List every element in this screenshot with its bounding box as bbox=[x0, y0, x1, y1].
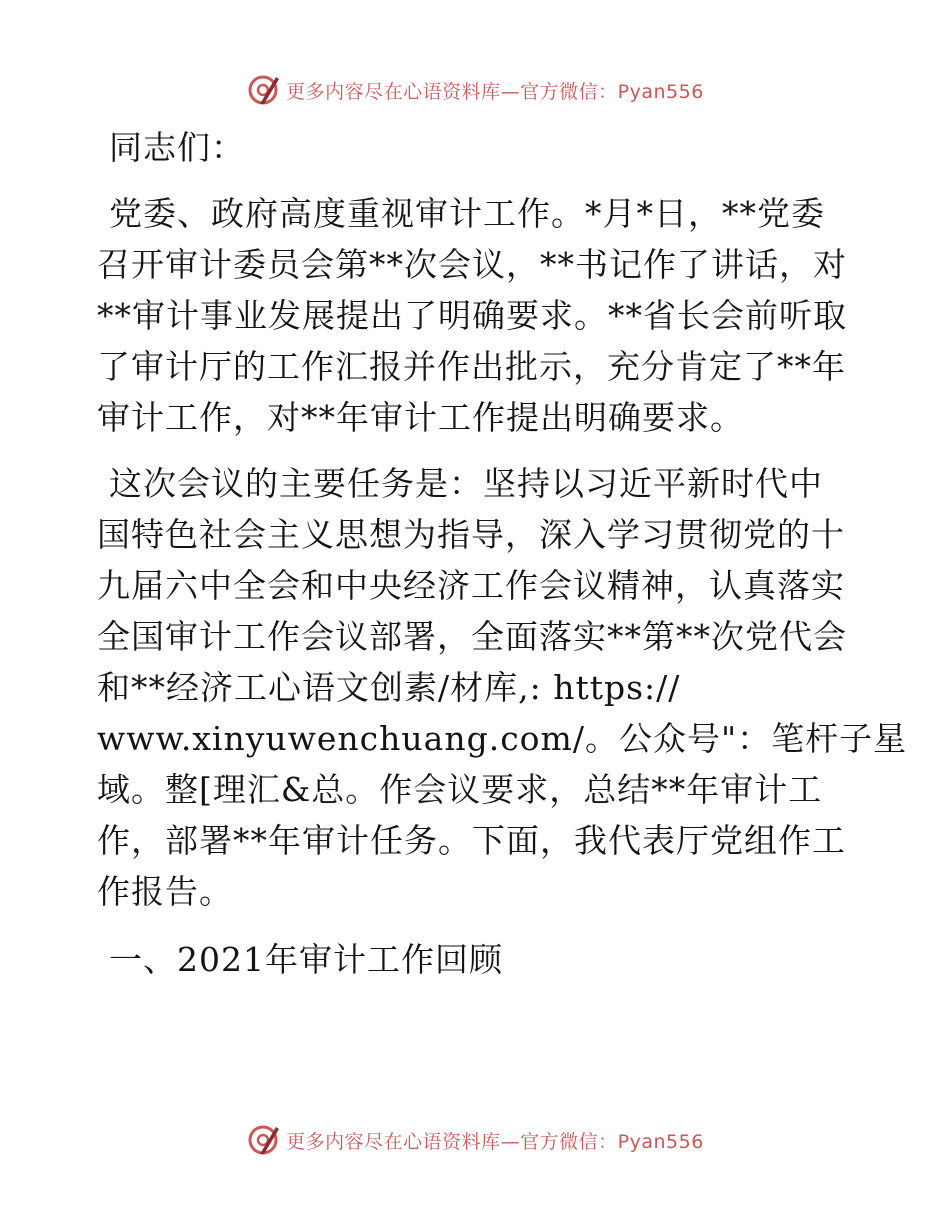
paragraph-2 bbox=[97, 458, 908, 917]
paragraph-line: 九届六中全会和中央经济工作会议精神，认真落实 bbox=[97, 566, 845, 605]
watermark-text: 更多内容尽在心语资料库—官方微信：Pyan556 bbox=[286, 1130, 704, 1153]
salutation: 同志们： bbox=[109, 128, 245, 167]
paragraph-line: 作，部署**年审计任务。下面，我代表厅党组作工 bbox=[97, 821, 846, 860]
paragraph-line: 了审计厅的工作汇报并作出批示，充分肯定了**年 bbox=[97, 347, 846, 386]
watermark-header bbox=[0, 70, 950, 110]
paragraph-line: 党委、政府高度重视审计工作。*月*日，**党委 bbox=[109, 194, 825, 233]
paragraph-line: www.xinyuwenchuang.com/。公众号"：笔杆子星 bbox=[97, 719, 908, 758]
paragraph-line: 和**经济工心语文创素/材库,: https:// bbox=[97, 668, 681, 707]
paragraph-line: **审计事业发展提出了明确要求。**省长会前听取 bbox=[97, 296, 847, 335]
section-heading: 一、2021年审计工作回顾 bbox=[109, 940, 503, 979]
quill-logo-icon bbox=[246, 73, 280, 107]
paragraph-1 bbox=[97, 188, 857, 443]
paragraph-line: 这次会议的主要任务是：坚持以习近平新时代中 bbox=[109, 464, 823, 503]
paragraph-line: 审计工作，对**年审计工作提出明确要求。 bbox=[97, 398, 744, 437]
paragraph-line: 国特色社会主义思想为指导，深入学习贯彻党的十 bbox=[97, 515, 845, 554]
watermark-footer bbox=[0, 1120, 950, 1160]
paragraph-line: 域。整[理汇&总。作会议要求，总结**年审计工 bbox=[97, 770, 823, 809]
paragraph-line: 全国审计工作会议部署，全面落实**第**次党代会 bbox=[97, 617, 847, 656]
watermark-text: 更多内容尽在心语资料库—官方微信：Pyan556 bbox=[286, 80, 704, 103]
paragraph-line: 作报告。 bbox=[97, 872, 233, 911]
document-body bbox=[97, 122, 908, 985]
quill-logo-icon bbox=[246, 1123, 280, 1157]
paragraph-line: 召开审计委员会第**次会议，**书记作了讲话，对 bbox=[97, 245, 847, 284]
